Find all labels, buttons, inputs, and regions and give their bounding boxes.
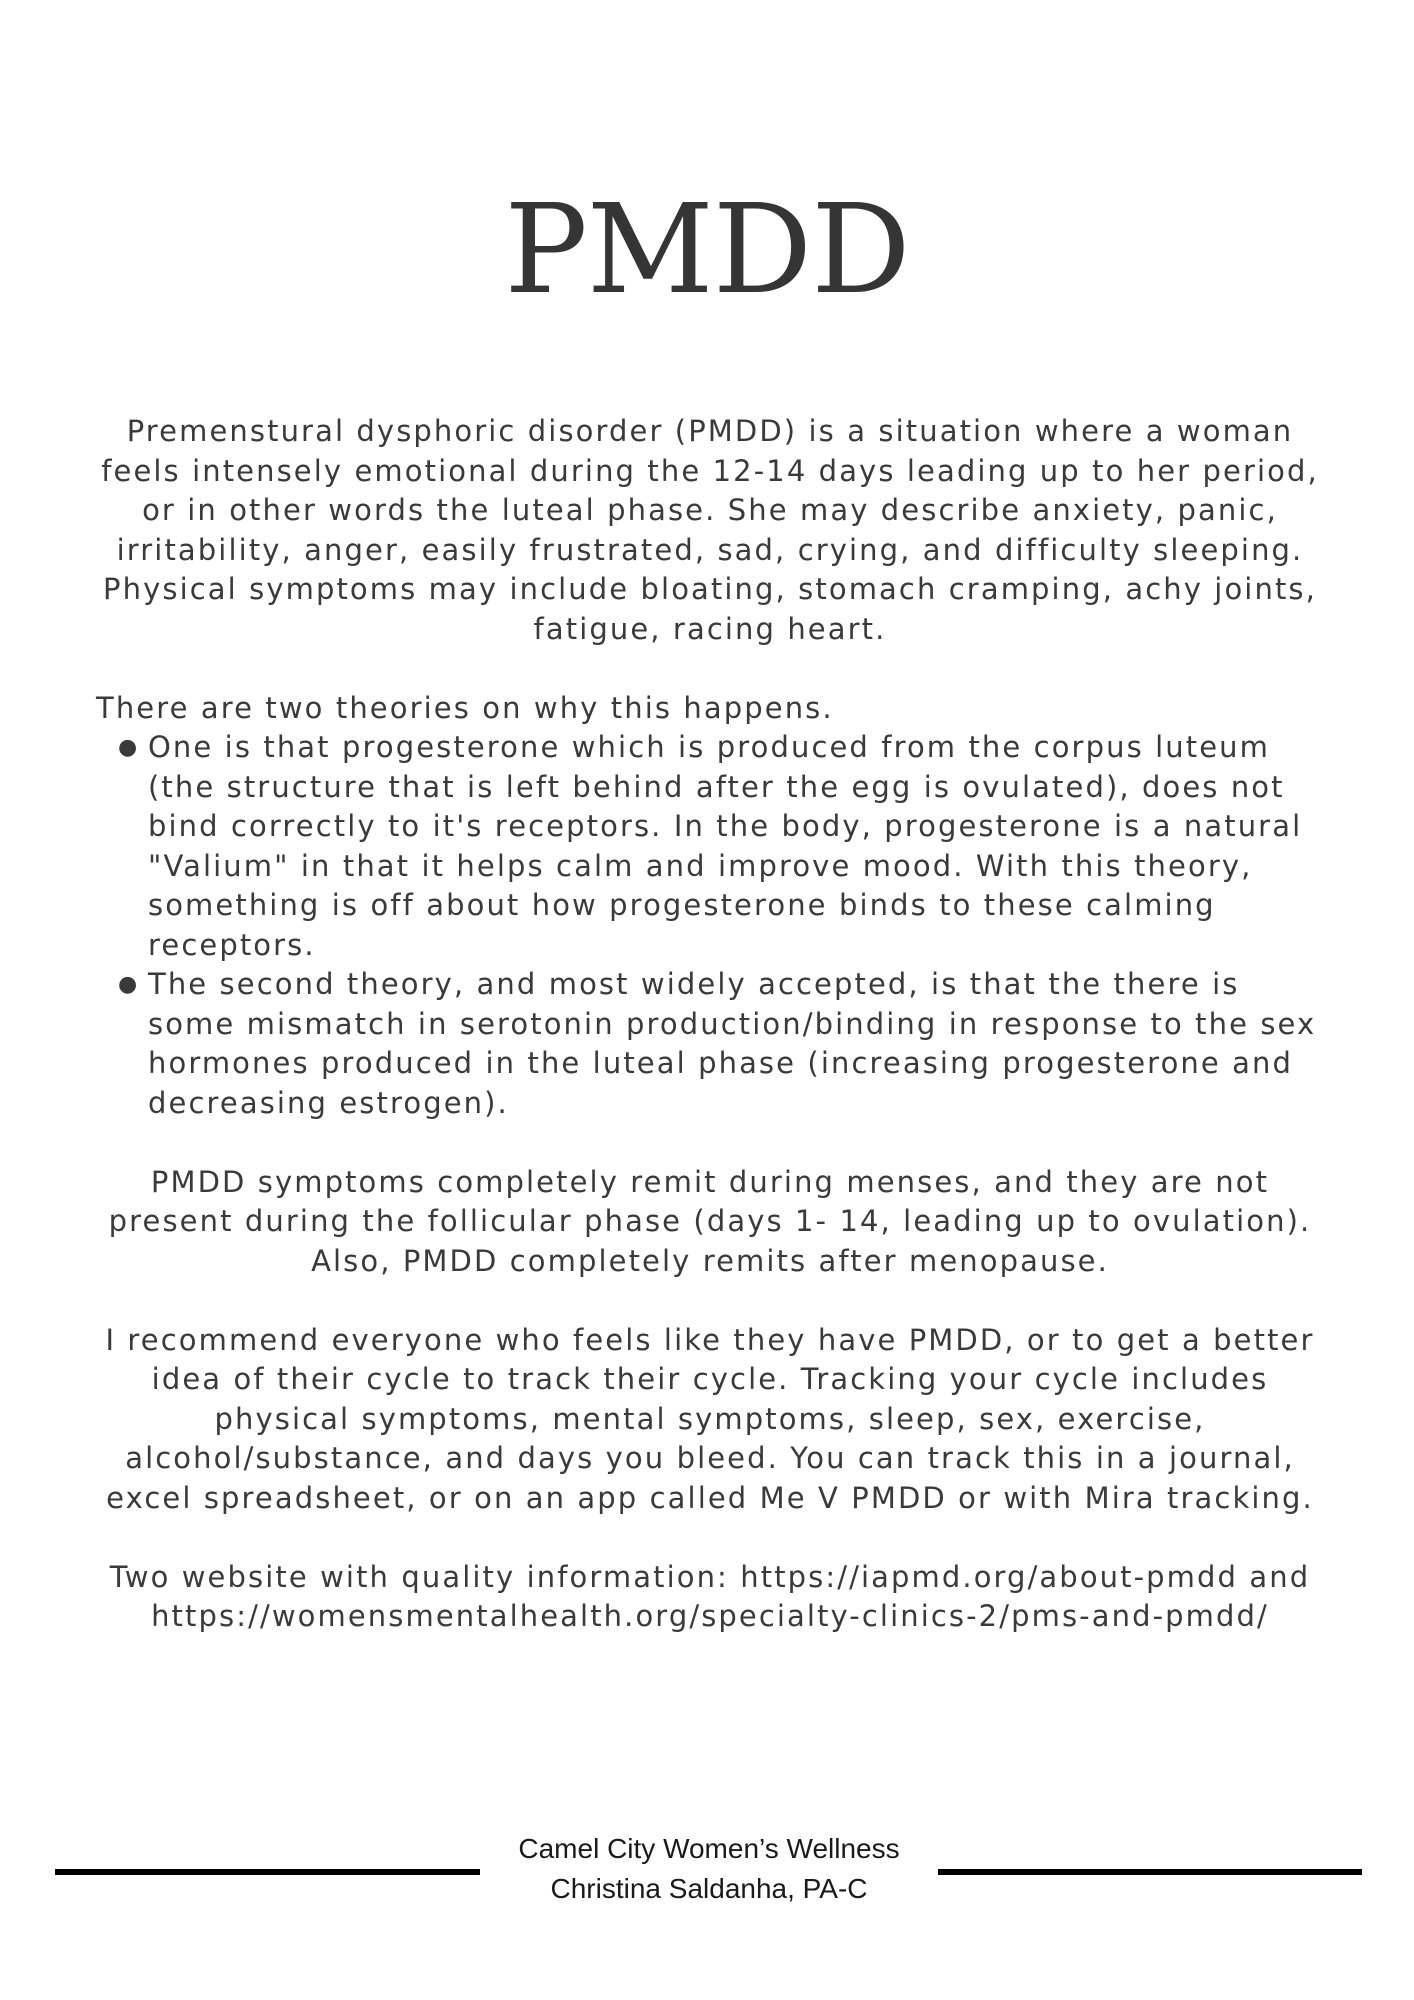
- footer: [0, 1829, 1414, 1909]
- theory-text: The second theory, and most widely accepted, is that the there is some mismatch in serotonin production/binding in response to the sex hormones produced in the luteal phase (increasing progesterone and decreasing estrogen).: [148, 967, 1317, 1120]
- list-item: [118, 965, 1324, 1123]
- page-title: PMDD: [504, 178, 910, 322]
- document-body: [96, 412, 1324, 1637]
- theory-text: One is that progesterone which is produced from the corpus luteum (the structure that is left behind after the egg is ovulated), does not bind correctly to it's receptors. In the body, progesterone is a natural "Valium" in that it helps calm and improve mood. With this theory, something is off about how progesterone binds to these calming receptors.: [148, 730, 1303, 962]
- remission-paragraph: PMDD symptoms completely remit during menses, and they are not present during the follicular phase (days 1- 14, leading up to ovulation). Also, PMDD completely remits after menopause.: [108, 1164, 1312, 1278]
- paragraph-spacer: [96, 1281, 1324, 1321]
- footer-rule-left: [55, 1869, 480, 1875]
- footer-credit: [480, 1829, 938, 1909]
- intro-paragraph: Premenstural dysphoric disorder (PMDD) is a situation where a woman feels intensely emotional during the 12-14 days leading up to her period, or in other words the luteal phase. She may describe anxiety, panic, irritability, anger, easily frustrated, sad, crying, and difficulty sleeping. Physical symptoms may include bloating, stomach cramping, achy joints, fatigue, racing heart.: [101, 414, 1319, 646]
- tracking-paragraph: I recommend everyone who feels like they have PMDD, or to get a better idea of their cycle to track their cycle. Tracking your cycle includes physical symptoms, mental symptoms, sleep, sex, exercise, alcohol/substance, and days you bleed. You can track this in a journal, excel spreadsheet, or on an app called Me V PMDD or with Mira tracking.: [105, 1322, 1315, 1515]
- paragraph-spacer: [96, 1518, 1324, 1558]
- websites-paragraph: Two website with quality information: https://iapmd.org/about-pmdd and https://womensmentalhealth.org/specialty-clinics-2/pms-and-pmdd/: [109, 1559, 1311, 1633]
- bullet-icon: ●: [118, 735, 140, 760]
- paragraph-spacer: [96, 649, 1324, 689]
- paragraph-spacer: [96, 1123, 1324, 1163]
- provider-name: Christina Saldanha, PA-C: [550, 1873, 868, 1904]
- theories-list: [96, 728, 1324, 1123]
- bullet-icon: ●: [118, 972, 140, 997]
- practice-name: Camel City Women’s Wellness: [518, 1833, 900, 1864]
- theories-intro: There are two theories on why this happens.: [96, 690, 834, 725]
- list-item: [118, 728, 1324, 965]
- footer-rule-right: [938, 1869, 1362, 1875]
